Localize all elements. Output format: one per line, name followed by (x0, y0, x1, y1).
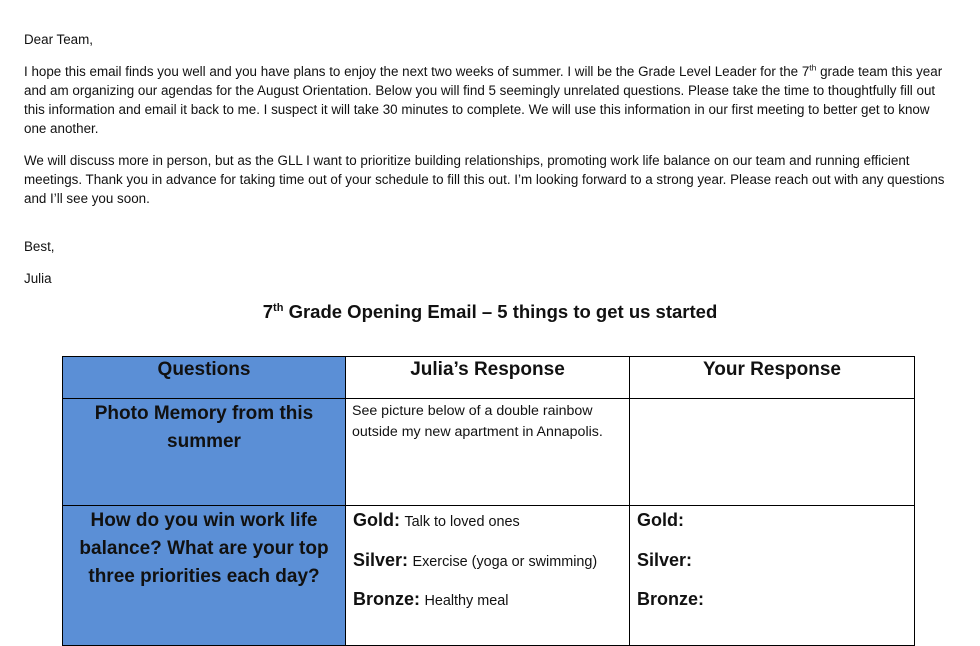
heading-text: Grade Opening Email – 5 things to get us started (283, 301, 718, 322)
your-response-cell[interactable] (630, 399, 915, 506)
email-signature: Julia (24, 271, 52, 286)
header-questions: Questions (63, 357, 346, 399)
table-row (63, 506, 915, 646)
gold-text: Talk to loved ones (404, 514, 520, 530)
question-cell: How do you win work life balance? What are your top three priorities each day? (63, 506, 346, 646)
heading-number: 7 (262, 301, 274, 322)
table-header-row (63, 357, 915, 399)
document-heading (0, 300, 980, 324)
silver-item (637, 548, 908, 588)
gold-label: Gold: (353, 510, 400, 530)
silver-text: Exercise (yoga or swimming) (412, 553, 598, 570)
julia-response-cell (346, 506, 630, 646)
email-body (24, 30, 954, 208)
email-greeting: Dear Team, (24, 32, 93, 47)
header-your-response: Your Response (630, 357, 915, 399)
email-paragraph-1 (24, 62, 954, 138)
bronze-label: Bronze: (637, 589, 704, 609)
gold-item (353, 508, 623, 548)
silver-item (353, 548, 623, 588)
question-cell: Photo Memory from this summer (63, 399, 346, 506)
bronze-item (637, 587, 908, 627)
julia-response-cell: See picture below of a double rainbow outside my new apartment in Annapolis. (346, 399, 630, 506)
questions-table (62, 356, 915, 646)
email-paragraph-2: We will discuss more in person, but as the GLL I want to prioritize building relationships, promoting work life balance on our team and running efficient meetings. Thank you in advance for taking time out of your schedule to fill this out. I’m looking forward to a strong year. Please reach out with any questions and I’ll see you soon. (24, 153, 945, 206)
table-row (63, 399, 915, 506)
silver-label: Silver: (637, 549, 693, 570)
paragraph-1-text-b: grade team this year and am organizing our agendas for the August Orientation. Below you will find 5 seemingly unrelated questions. Please take the time to thoughtfully fill out this information and email it back to me. I suspect it will take 30 minutes to complete. We will use this information in our first meeting to better get to know one another. (24, 64, 943, 136)
header-julia-response: Julia’s Response (346, 357, 630, 399)
bronze-label: Bronze: (353, 589, 420, 609)
gold-item (637, 508, 908, 548)
your-response-cell[interactable] (630, 506, 915, 646)
gold-label: Gold: (637, 510, 684, 530)
email-closing: Best, (24, 239, 55, 254)
heading-superscript: th (273, 301, 284, 314)
ordinal-superscript: th (809, 62, 817, 73)
bronze-text: Healthy meal (424, 593, 509, 609)
bronze-item (353, 587, 623, 627)
silver-label: Silver: (353, 549, 409, 570)
paragraph-1-text-a: I hope this email finds you well and you have plans to enjoy the next two weeks of summer. I will be the Grade Level Leader for the 7 (24, 64, 810, 79)
